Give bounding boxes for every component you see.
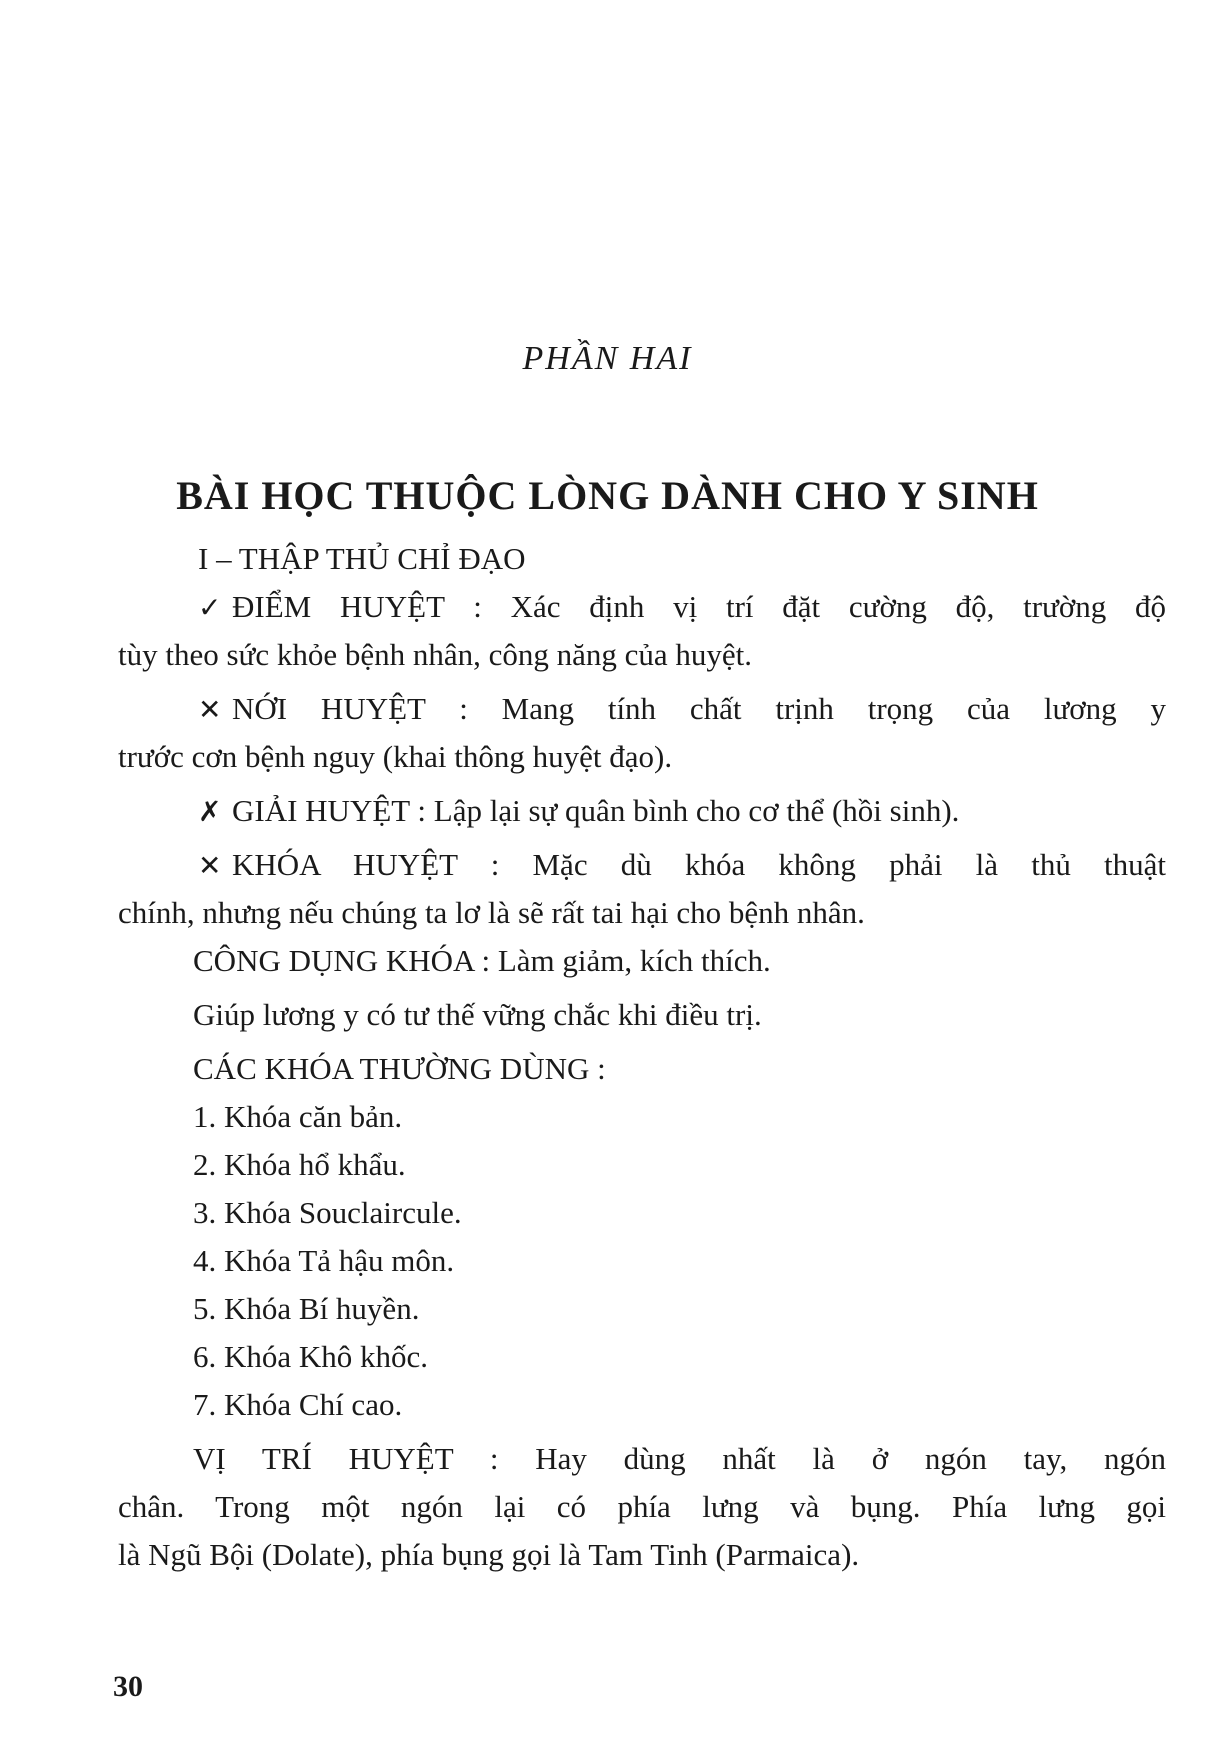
list-item: 2. Khóa hổ khẩu. — [193, 1147, 406, 1182]
list-item: 3. Khóa Souclaircule. — [193, 1195, 462, 1230]
list-item: 1. Khóa căn bản. — [193, 1099, 403, 1134]
cross-mark-icon: ✗ — [198, 797, 222, 828]
main-title: BÀI HỌC THUỘC LÒNG DÀNH CHO Y SINH — [176, 473, 1039, 518]
usage-line-2: Giúp lương y có tư thế vững chắc khi điều trị. — [193, 997, 762, 1032]
item-1-line-1: ✓ ĐIỂM HUYỆT : Xác định vị trí đặt cường độ, trường độ — [118, 583, 1166, 631]
common-locks-heading: CÁC KHÓA THƯỜNG DÙNG : — [193, 1051, 606, 1086]
part-title: PHẦN HAI — [522, 340, 693, 377]
page-number: 30 — [113, 1670, 143, 1703]
position-line-1: VỊ TRÍ HUYỆT : Hay dùng nhất là ở ngón tay, ngón — [193, 1441, 1166, 1476]
list-item: 7. Khóa Chí cao. — [193, 1387, 403, 1422]
item-2-line-2: trước cơn bệnh nguy (khai thông huyệt đạo). — [118, 739, 673, 774]
section-heading: I – THẬP THỦ CHỈ ĐẠO — [198, 541, 526, 576]
item-1-line-2: tùy theo sức khỏe bệnh nhân, công năng của huyệt. — [118, 637, 753, 672]
locks-list — [118, 1093, 1166, 1429]
position-line-3: là Ngũ Bội (Dolate), phía bụng gọi là Tam Tinh (Parmaica). — [118, 1537, 860, 1572]
body-text — [118, 535, 1166, 1579]
item-4-line-1: ✕ KHÓA HUYỆT : Mặc dù khóa không phải là thủ thuật — [118, 841, 1166, 889]
list-item: 6. Khóa Khô khốc. — [193, 1339, 429, 1374]
item-3-line-1: ✗ GIẢI HUYỆT : Lập lại sự quân bình cho cơ thể (hồi sinh). — [118, 787, 1166, 835]
position-line-2: chân. Trong một ngón lại có phía lưng và bụng. Phía lưng gọi — [118, 1489, 1166, 1524]
item-4-line-2: chính, nhưng nếu chúng ta lơ là sẽ rất tai hại cho bệnh nhân. — [118, 895, 865, 930]
cross-mark-icon: ✕ — [198, 695, 222, 726]
usage-line: CÔNG DỤNG KHÓA : Làm giảm, kích thích. — [193, 943, 771, 978]
item-2-line-1: ✕ NỚI HUYỆT : Mang tính chất trịnh trọng của lương y — [118, 685, 1166, 733]
cross-mark-icon: ✕ — [198, 851, 222, 882]
list-item: 5. Khóa Bí huyền. — [193, 1291, 420, 1326]
check-mark-icon: ✓ — [198, 593, 222, 624]
list-item: 4. Khóa Tả hậu môn. — [193, 1243, 455, 1278]
